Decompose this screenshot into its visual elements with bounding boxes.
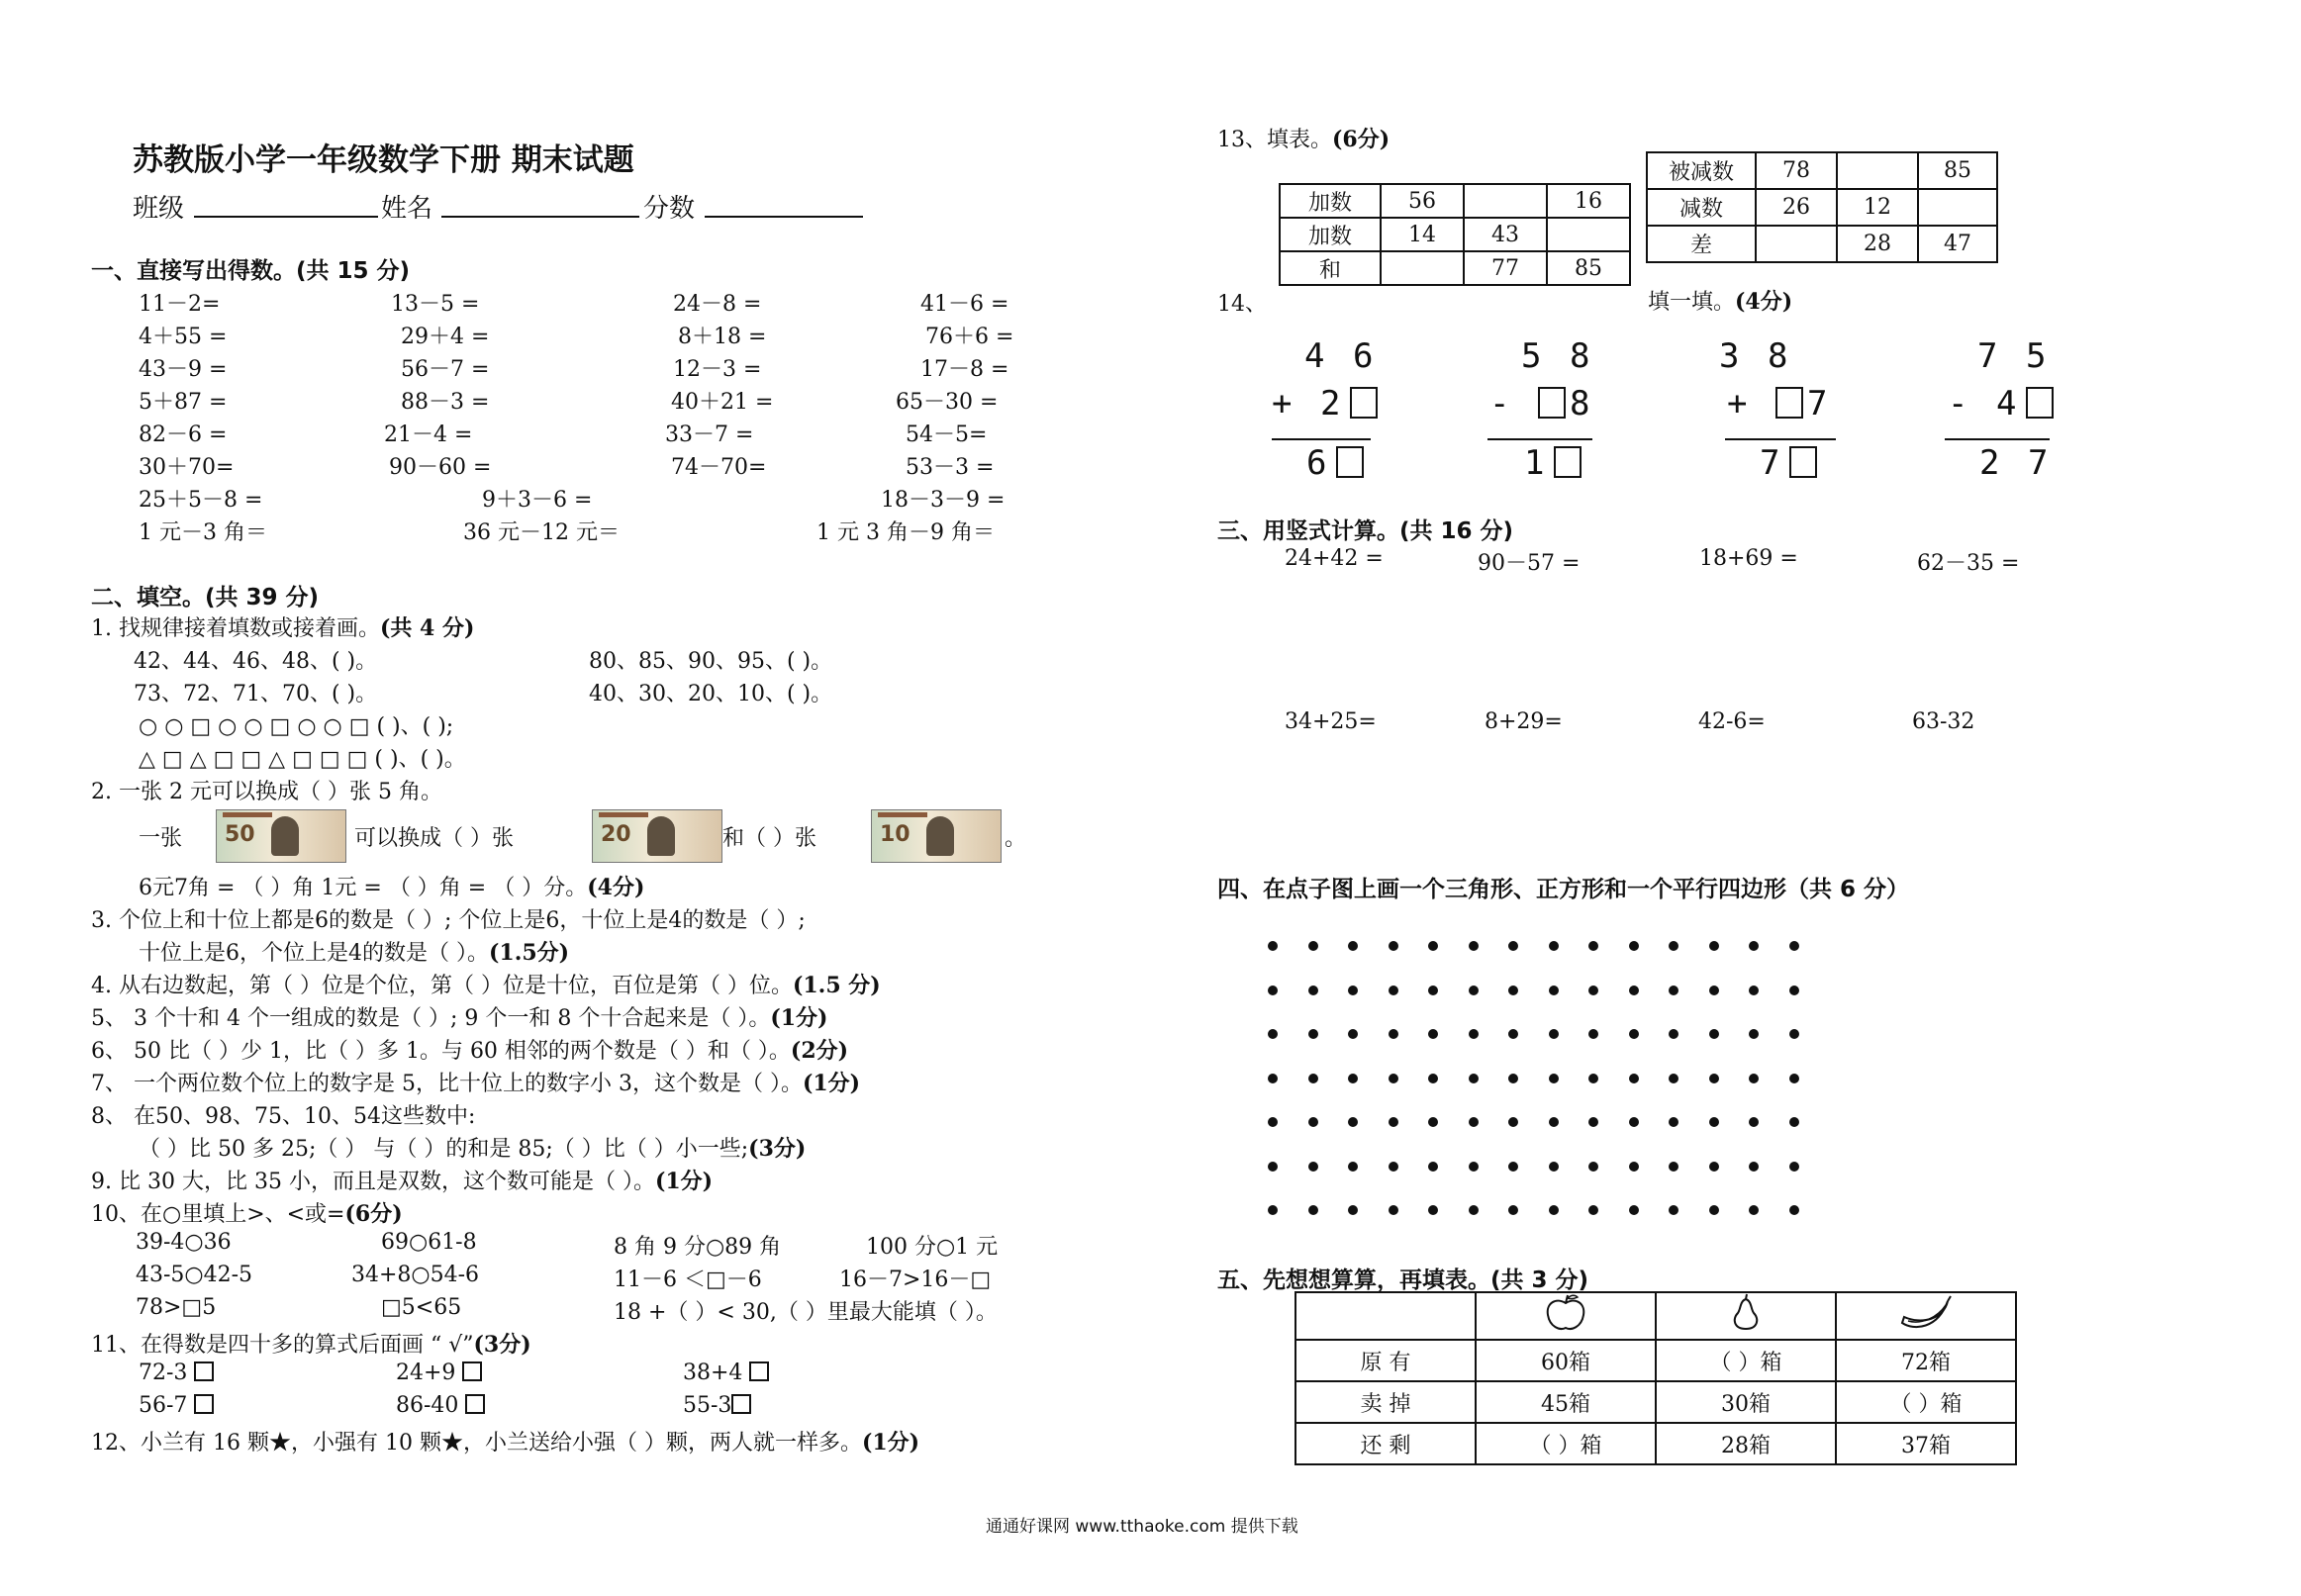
calc-item: 62－35 = — [1917, 551, 2020, 576]
q11-text: 11、在得数是四十多的算式后面画 “ √” — [91, 1333, 474, 1358]
banknote-value: 20 — [601, 822, 631, 847]
sum-line — [1945, 438, 2050, 440]
table-cell: 45箱 — [1476, 1381, 1656, 1423]
operator-row: + 2 — [1272, 384, 1345, 423]
grid-dot[interactable] — [1389, 1205, 1398, 1215]
grid-dot[interactable] — [1588, 1117, 1598, 1127]
q11-item: 24+9 — [396, 1361, 456, 1385]
grid-dot[interactable] — [1268, 1162, 1278, 1172]
grid-dot[interactable] — [1428, 941, 1438, 951]
q13-label: 13、填表。 — [1217, 128, 1332, 152]
table-cell: 37箱 — [1836, 1423, 2016, 1464]
q1-text: 1. 找规律接着填数或接着画。 — [91, 616, 380, 641]
grid-dot[interactable] — [1308, 941, 1318, 951]
q1-seq-a: 42、44、46、48、( )。 — [134, 649, 378, 674]
section-5-title: 五、先想想算算，再填表。(共 3 分) — [1217, 1267, 1589, 1293]
calc-item: 56－7 = — [401, 357, 490, 382]
table-cell: 43 — [1464, 218, 1547, 251]
table-cell[interactable] — [1756, 226, 1837, 262]
q10-item: 16－7>16－□ — [839, 1267, 992, 1292]
grid-dot[interactable] — [1348, 941, 1358, 951]
q1-seq-b: 80、85、90、95、( )。 — [589, 649, 833, 674]
table-cell: 85 — [1918, 152, 1997, 189]
q2-text-a: 一张 — [139, 826, 183, 851]
q11-item: 56-7 — [139, 1393, 188, 1418]
grid-dot[interactable] — [1549, 1162, 1559, 1172]
calc-item: 43－9 = — [139, 357, 228, 382]
calc-item: 11－2= — [139, 292, 221, 317]
q10-item: 34+8○54-6 — [351, 1263, 480, 1287]
q14-title: 填一填。 — [1648, 290, 1736, 315]
q2-text: 2. 一张 2 元可以换成（ ）张 5 角。 — [91, 780, 442, 804]
q3-text-b: 十位上是6，个位上是4的数是（ ）。 — [139, 941, 489, 966]
table-cell: 16 — [1547, 184, 1630, 218]
minuend-top: 5 8 — [1521, 336, 1594, 376]
calc-item: 30＋70= — [139, 455, 235, 480]
table-cell: 72箱 — [1836, 1340, 2016, 1381]
table-cell: 还 剩 — [1295, 1423, 1476, 1464]
table-cell — [1295, 1292, 1476, 1340]
q5-text: 5、 3 个十和 4 个一组成的数是（ ）; 9 个一和 8 个十合起来是（ ）。 — [91, 1006, 771, 1031]
score-label: 分数 — [643, 194, 696, 224]
grid-dot[interactable] — [1669, 1162, 1678, 1172]
q11-item: 55-3 — [683, 1393, 732, 1418]
section-4-title: 四、在点子图上画一个三角形、正方形和一个平行四边形（共 6 分） — [1217, 877, 1910, 902]
table-cell: 14 — [1381, 218, 1464, 251]
q7-text: 7、 一个两位数个位上的数字是 5，比十位上的数字小 3，这个数是（ ）。 — [91, 1072, 803, 1096]
calc-item: 29＋4 = — [401, 325, 490, 349]
grid-dot[interactable] — [1669, 1205, 1678, 1215]
grid-dot[interactable] — [1789, 1117, 1799, 1127]
grid-dot[interactable] — [1709, 1029, 1719, 1039]
q13-score: (6分) — [1332, 127, 1390, 152]
class-blank[interactable] — [194, 216, 378, 218]
grid-dot[interactable] — [1588, 986, 1598, 995]
grid-dot[interactable] — [1268, 986, 1278, 995]
addition-table — [1279, 183, 1631, 286]
table-cell[interactable]: （ ）箱 — [1836, 1381, 2016, 1423]
grid-dot[interactable] — [1588, 1029, 1598, 1039]
calc-item: 42-6= — [1698, 709, 1766, 734]
grid-dot[interactable] — [1669, 941, 1678, 951]
q9-text: 9. 比 30 大，比 35 小，而且是双数，这个数可能是（ ）。 — [91, 1170, 655, 1194]
grid-dot[interactable] — [1549, 986, 1559, 995]
grid-dot[interactable] — [1669, 1074, 1678, 1083]
operator-row: - — [1489, 384, 1538, 423]
grid-dot[interactable] — [1588, 1205, 1598, 1215]
grid-dot[interactable] — [1629, 1029, 1639, 1039]
grid-dot[interactable] — [1669, 1117, 1678, 1127]
grid-dot[interactable] — [1389, 941, 1398, 951]
grid-dot[interactable] — [1308, 1205, 1318, 1215]
q11-checkbox[interactable] — [194, 1361, 214, 1381]
grid-dot[interactable] — [1508, 941, 1518, 951]
calc-item: 63-32 — [1912, 709, 1975, 734]
q11-checkbox[interactable] — [731, 1394, 751, 1414]
table-cell: 28箱 — [1656, 1423, 1836, 1464]
q11-checkbox[interactable] — [465, 1394, 485, 1414]
grid-dot[interactable] — [1428, 986, 1438, 995]
apple-icon — [1542, 1293, 1589, 1333]
table-cell: 和 — [1280, 251, 1381, 285]
q1-score: (共 4 分) — [379, 615, 475, 641]
q3-score: (1.5分) — [489, 940, 570, 966]
grid-dot[interactable] — [1709, 1074, 1719, 1083]
table-cell[interactable]: （ ）箱 — [1656, 1340, 1836, 1381]
q2-text-b: 可以换成（ ）张 — [354, 826, 514, 851]
page-title: 苏教版小学一年级数学下册 期末试题 — [133, 142, 634, 178]
q12-score: (1分) — [861, 1430, 920, 1455]
fruit-table — [1294, 1291, 2017, 1465]
grid-dot[interactable] — [1508, 1205, 1518, 1215]
q10-item: 11－6 ＜□－6 — [614, 1267, 762, 1292]
minuend-top: 7 5 — [1977, 336, 2051, 376]
calc-item: 17－8 = — [920, 357, 1009, 382]
grid-dot[interactable] — [1749, 941, 1759, 951]
grid-dot[interactable] — [1549, 941, 1559, 951]
grid-dot[interactable] — [1268, 1074, 1278, 1083]
calc-item: 12－3 = — [673, 357, 762, 382]
grid-dot[interactable] — [1428, 1074, 1438, 1083]
table-cell: 56 — [1381, 184, 1464, 218]
result-row: 1 — [1524, 443, 1549, 483]
grid-dot[interactable] — [1469, 986, 1479, 995]
q10-item: 43-5○42-5 — [136, 1263, 253, 1287]
table-cell — [1476, 1292, 1656, 1340]
calc-item: 65－30 = — [896, 390, 999, 415]
grid-dot[interactable] — [1669, 1029, 1678, 1039]
table-cell: 60箱 — [1476, 1340, 1656, 1381]
score-blank[interactable] — [705, 216, 863, 218]
q10-item: 69○61-8 — [381, 1230, 477, 1255]
grid-dot[interactable] — [1709, 986, 1719, 995]
grid-dot[interactable] — [1389, 1162, 1398, 1172]
table-cell[interactable]: （ ）箱 — [1476, 1423, 1656, 1464]
calc-item: 88－3 = — [401, 390, 490, 415]
result-row: 7 — [1760, 443, 1784, 483]
table-cell[interactable] — [1837, 152, 1918, 189]
grid-dot[interactable] — [1789, 1162, 1799, 1172]
grid-dot[interactable] — [1549, 1117, 1559, 1127]
table-cell[interactable] — [1918, 189, 1997, 226]
grid-dot[interactable] — [1469, 1162, 1479, 1172]
table-cell: 12 — [1837, 189, 1918, 226]
grid-dot[interactable] — [1428, 1117, 1438, 1127]
table-cell: 减数 — [1647, 189, 1756, 226]
q14-label: 14、 — [1217, 292, 1267, 317]
answer-box[interactable] — [1336, 446, 1364, 478]
grid-dot[interactable] — [1389, 1117, 1398, 1127]
grid-dot[interactable] — [1508, 1029, 1518, 1039]
banana-icon — [1898, 1293, 1954, 1333]
q11-checkbox[interactable] — [194, 1394, 214, 1414]
grid-dot[interactable] — [1629, 941, 1639, 951]
grid-dot[interactable] — [1428, 1162, 1438, 1172]
q10-item: 78>□5 — [136, 1295, 217, 1320]
calc-item: 33－7 = — [665, 422, 754, 447]
q5-score: (1分) — [770, 1005, 828, 1031]
grid-dot[interactable] — [1469, 1074, 1479, 1083]
calc-item: 41－6 = — [920, 292, 1009, 317]
calc-item: 21－4 = — [384, 422, 473, 447]
q8-text-a: 8、 在50、98、75、10、54这些数中: — [91, 1104, 476, 1129]
subtraction-table — [1646, 151, 1998, 263]
q11-checkbox[interactable] — [462, 1361, 482, 1381]
calc-item: 54－5= — [906, 422, 988, 447]
calc-item: 25＋5－8 = — [139, 488, 263, 513]
q8-text-b: （ ）比 50 多 25;（ ） 与（ ）的和是 85;（ ）比（ ）小一些; — [139, 1137, 749, 1162]
grid-dot[interactable] — [1629, 1117, 1639, 1127]
answer-box[interactable] — [2026, 387, 2054, 419]
table-cell[interactable] — [1547, 218, 1630, 251]
section-1-title: 一、直接写出得数。(共 15 分) — [91, 258, 411, 284]
q1-shape-seq-b: △ □ △ □ □ △ □ □ □ ( )、( )。 — [139, 747, 466, 772]
q3-text-a: 3. 个位上和十位上都是6的数是（ ）; 个位上是6，十位上是4的数是（ ）; — [91, 908, 806, 933]
grid-dot[interactable] — [1469, 1117, 1479, 1127]
grid-dot[interactable] — [1308, 986, 1318, 995]
grid-dot[interactable] — [1549, 1029, 1559, 1039]
table-cell[interactable] — [1464, 184, 1547, 218]
q11-item: 72-3 — [139, 1361, 188, 1385]
table-cell — [1836, 1292, 2016, 1340]
table-cell: 加数 — [1280, 218, 1381, 251]
answer-box[interactable] — [1554, 446, 1582, 478]
q4-score: (1.5 分) — [792, 973, 881, 998]
calc-item: 40＋21 = — [671, 390, 774, 415]
calc-item: 24－8 = — [673, 292, 762, 317]
grid-dot[interactable] — [1669, 986, 1678, 995]
grid-dot[interactable] — [1549, 1205, 1559, 1215]
q11-item: 86-40 — [396, 1393, 459, 1418]
sum-line — [1272, 438, 1371, 440]
grid-dot[interactable] — [1588, 1074, 1598, 1083]
grid-dot[interactable] — [1789, 1205, 1799, 1215]
grid-dot[interactable] — [1749, 1162, 1759, 1172]
operator-row-digit: 8 — [1569, 384, 1594, 423]
grid-dot[interactable] — [1389, 1029, 1398, 1039]
table-cell: 47 — [1918, 226, 1997, 262]
calc-item: 8+29= — [1485, 709, 1563, 734]
table-cell: 78 — [1756, 152, 1837, 189]
grid-dot[interactable] — [1508, 986, 1518, 995]
grid-dot[interactable] — [1308, 1117, 1318, 1127]
table-cell: 被减数 — [1647, 152, 1756, 189]
name-blank[interactable] — [441, 216, 639, 218]
q1-seq-d: 40、30、20、10、( )。 — [589, 682, 833, 706]
banknote-50-image — [216, 809, 346, 863]
grid-dot[interactable] — [1469, 1029, 1479, 1039]
grid-dot[interactable] — [1268, 1117, 1278, 1127]
grid-dot[interactable] — [1389, 986, 1398, 995]
answer-box[interactable] — [1789, 446, 1817, 478]
calc-item: 90－60 = — [389, 455, 492, 480]
q2-text-d: 。 — [1005, 826, 1027, 851]
grid-dot[interactable] — [1749, 986, 1759, 995]
grid-dot[interactable] — [1629, 1205, 1639, 1215]
grid-dot[interactable] — [1508, 1162, 1518, 1172]
addend-top: 3 8 — [1719, 336, 1792, 376]
q14-score: (4分) — [1735, 289, 1793, 315]
grid-dot[interactable] — [1709, 1162, 1719, 1172]
grid-dot[interactable] — [1629, 986, 1639, 995]
table-cell: 85 — [1547, 251, 1630, 285]
grid-dot[interactable] — [1348, 1029, 1358, 1039]
grid-dot[interactable] — [1428, 1205, 1438, 1215]
q10-item: 100 分○1 元 — [866, 1235, 999, 1260]
calc-item: 18－3－9 = — [881, 488, 1006, 513]
calc-item: 74－70= — [671, 455, 767, 480]
q10-text: 10、在○里填上>、<或= — [91, 1202, 345, 1227]
answer-box[interactable] — [1350, 387, 1378, 419]
grid-dot[interactable] — [1588, 941, 1598, 951]
grid-dot[interactable] — [1508, 1074, 1518, 1083]
q2-score: (4分) — [587, 875, 645, 900]
grid-dot[interactable] — [1789, 1074, 1799, 1083]
table-cell[interactable] — [1381, 251, 1464, 285]
class-label: 班级 — [133, 194, 185, 224]
calc-item: 13－5 = — [391, 292, 480, 317]
grid-dot[interactable] — [1268, 941, 1278, 951]
table-cell: 原 有 — [1295, 1340, 1476, 1381]
table-cell: 26 — [1756, 189, 1837, 226]
q4-text: 4. 从右边数起，第（ ）位是个位，第（ ）位是十位，百位是第（ ）位。 — [91, 974, 793, 998]
operator-row: - 4 — [1948, 384, 2021, 423]
addend-top: 4 6 — [1304, 336, 1378, 376]
grid-dot[interactable] — [1268, 1205, 1278, 1215]
calc-item: 4＋55 = — [139, 325, 228, 349]
q12-text: 12、小兰有 16 颗★，小强有 10 颗★，小兰送给小强（ ）颗，两人就一样多。 — [91, 1431, 862, 1455]
grid-dot[interactable] — [1588, 1162, 1598, 1172]
grid-dot[interactable] — [1629, 1162, 1639, 1172]
q10-item: 18 +（ ）< 30,（ ）里最大能填（ ）。 — [614, 1300, 998, 1325]
footer-text: 通通好课网 www.tthaoke.com 提供下载 — [986, 1517, 1298, 1537]
calc-item: 18+69 = — [1699, 546, 1798, 571]
grid-dot[interactable] — [1389, 1074, 1398, 1083]
calc-item: 36 元－12 元＝ — [463, 520, 620, 545]
operator-row: + — [1727, 384, 1775, 423]
banknote-value: 50 — [225, 822, 255, 847]
q11-checkbox[interactable] — [749, 1361, 769, 1381]
calc-item: 1 元 3 角－9 角＝ — [816, 520, 995, 545]
table-cell: 差 — [1647, 226, 1756, 262]
sum-line — [1487, 438, 1592, 440]
pear-icon — [1726, 1293, 1766, 1333]
grid-dot[interactable] — [1789, 986, 1799, 995]
table-cell: 卖 掉 — [1295, 1381, 1476, 1423]
section-3-title: 三、用竖式计算。(共 16 分) — [1217, 518, 1514, 544]
q1-seq-c: 73、72、71、70、( )。 — [134, 682, 378, 706]
q9-score: (1分) — [654, 1169, 714, 1194]
q2-conversion: 6元7角 = （ ）角 1元 = （ ）角 = （ ）分。 — [139, 876, 588, 900]
calc-item: 1 元－3 角＝ — [139, 520, 267, 545]
calc-item: 90－57 = — [1478, 551, 1581, 576]
section-2-title: 二、填空。(共 39 分) — [91, 585, 320, 610]
calc-item: 76＋6 = — [925, 325, 1014, 349]
calc-item: 53－3 = — [906, 455, 995, 480]
grid-dot[interactable] — [1348, 1205, 1358, 1215]
grid-dot[interactable] — [1348, 1162, 1358, 1172]
sum-line — [1725, 438, 1836, 440]
calc-item: 24+42 = — [1285, 546, 1384, 571]
grid-dot[interactable] — [1629, 1074, 1639, 1083]
result-row: 6 — [1306, 443, 1331, 483]
calc-item: 34+25= — [1285, 709, 1377, 734]
q11-score: (3分) — [473, 1332, 531, 1358]
grid-dot[interactable] — [1428, 1029, 1438, 1039]
name-label: 姓名 — [381, 194, 433, 224]
calc-item: 5＋87 = — [139, 390, 228, 415]
calc-item: 8＋18 = — [678, 325, 767, 349]
grid-dot[interactable] — [1709, 1205, 1719, 1215]
grid-dot[interactable] — [1348, 986, 1358, 995]
q10-item: 8 角 9 分○89 角 — [614, 1235, 782, 1260]
result-row: 2 7 — [1979, 443, 2053, 483]
grid-dot[interactable] — [1469, 941, 1479, 951]
grid-dot[interactable] — [1749, 1205, 1759, 1215]
answer-box[interactable] — [1538, 387, 1566, 419]
grid-dot[interactable] — [1469, 1205, 1479, 1215]
grid-dot[interactable] — [1709, 941, 1719, 951]
grid-dot[interactable] — [1308, 1162, 1318, 1172]
q6-text: 6、 50 比（ ）少 1，比（ ）多 1。与 60 相邻的两个数是（ ）和（ ）。 — [91, 1039, 791, 1064]
grid-dot[interactable] — [1789, 1029, 1799, 1039]
grid-dot[interactable] — [1549, 1074, 1559, 1083]
banknote-20-image — [592, 809, 722, 863]
banknote-10-image — [871, 809, 1002, 863]
grid-dot[interactable] — [1348, 1074, 1358, 1083]
table-cell — [1656, 1292, 1836, 1340]
table-cell: 加数 — [1280, 184, 1381, 218]
q7-score: (1分) — [802, 1071, 861, 1096]
grid-dot[interactable] — [1789, 941, 1799, 951]
table-cell: 30箱 — [1656, 1381, 1836, 1423]
grid-dot[interactable] — [1508, 1117, 1518, 1127]
banknote-value: 10 — [880, 822, 911, 847]
grid-dot[interactable] — [1308, 1029, 1318, 1039]
table-cell: 28 — [1837, 226, 1918, 262]
grid-dot[interactable] — [1749, 1029, 1759, 1039]
q8-score: (3分) — [748, 1136, 807, 1162]
answer-box[interactable] — [1775, 387, 1803, 419]
q1-shape-seq-a: ○ ○ □ ○ ○ □ ○ ○ □ ( )、( ); — [139, 714, 454, 739]
q10-item: 39-4○36 — [136, 1230, 232, 1255]
q6-score: (2分) — [790, 1038, 849, 1064]
table-cell: 77 — [1464, 251, 1547, 285]
grid-dot[interactable] — [1268, 1029, 1278, 1039]
q10-score: (6分) — [344, 1201, 403, 1227]
operator-row-digit: 7 — [1806, 384, 1832, 423]
grid-dot[interactable] — [1709, 1117, 1719, 1127]
q11-item: 38+4 — [683, 1361, 743, 1385]
calc-item: 82－6 = — [139, 422, 228, 447]
grid-dot[interactable] — [1749, 1074, 1759, 1083]
grid-dot[interactable] — [1348, 1117, 1358, 1127]
q2-text-c: 和（ ）张 — [722, 826, 816, 851]
grid-dot[interactable] — [1749, 1117, 1759, 1127]
q10-item: □5<65 — [381, 1295, 462, 1320]
grid-dot[interactable] — [1308, 1074, 1318, 1083]
calc-item: 9＋3－6 = — [482, 488, 593, 513]
